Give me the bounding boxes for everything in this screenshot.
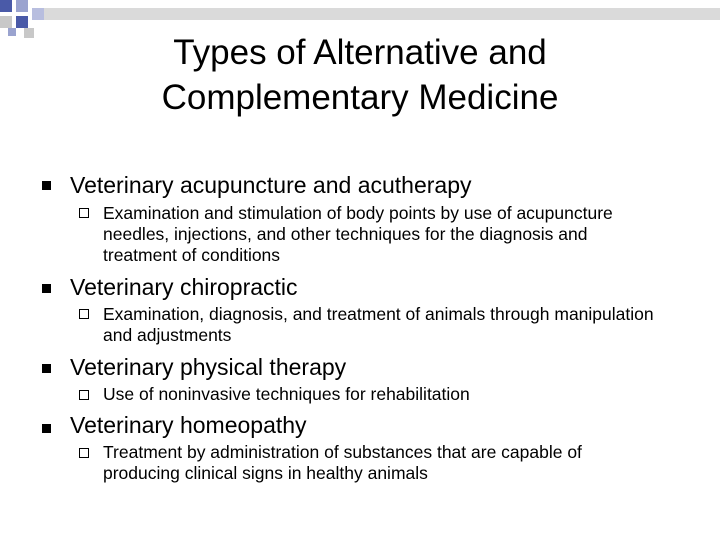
hollow-square-bullet-icon xyxy=(79,448,89,458)
square-bullet-icon xyxy=(42,364,51,373)
list-item-heading: Veterinary homeopathy xyxy=(70,412,307,438)
square-bullet-icon xyxy=(42,284,51,293)
hollow-square-bullet-icon xyxy=(79,208,89,218)
square-bullet-icon xyxy=(42,424,51,433)
title-line-1: Types of Alternative and xyxy=(173,33,547,72)
square-bullet-icon xyxy=(42,181,51,190)
title-line-2: Complementary Medicine xyxy=(161,78,559,117)
hollow-square-bullet-icon xyxy=(79,390,89,400)
list-item-detail: Examination and stimulation of body points by use of acupuncture needles, injections, and other techniques for the diagnosis and treatment of conditions xyxy=(103,203,613,265)
slide-title xyxy=(100,30,620,120)
list-item-detail: Examination, diagnosis, and treatment of animals through manipulation and adjustments xyxy=(103,304,654,345)
list-item-detail: Use of noninvasive techniques for rehabilitation xyxy=(103,384,470,404)
list-item-heading: Veterinary physical therapy xyxy=(70,354,347,380)
list-item-heading: Veterinary acupuncture and acutherapy xyxy=(70,172,472,198)
list-item-heading: Veterinary chiropractic xyxy=(70,274,298,300)
hollow-square-bullet-icon xyxy=(79,309,89,319)
list-item-detail: Treatment by administration of substances that are capable of producing clinical signs in healthy animals xyxy=(103,442,582,483)
